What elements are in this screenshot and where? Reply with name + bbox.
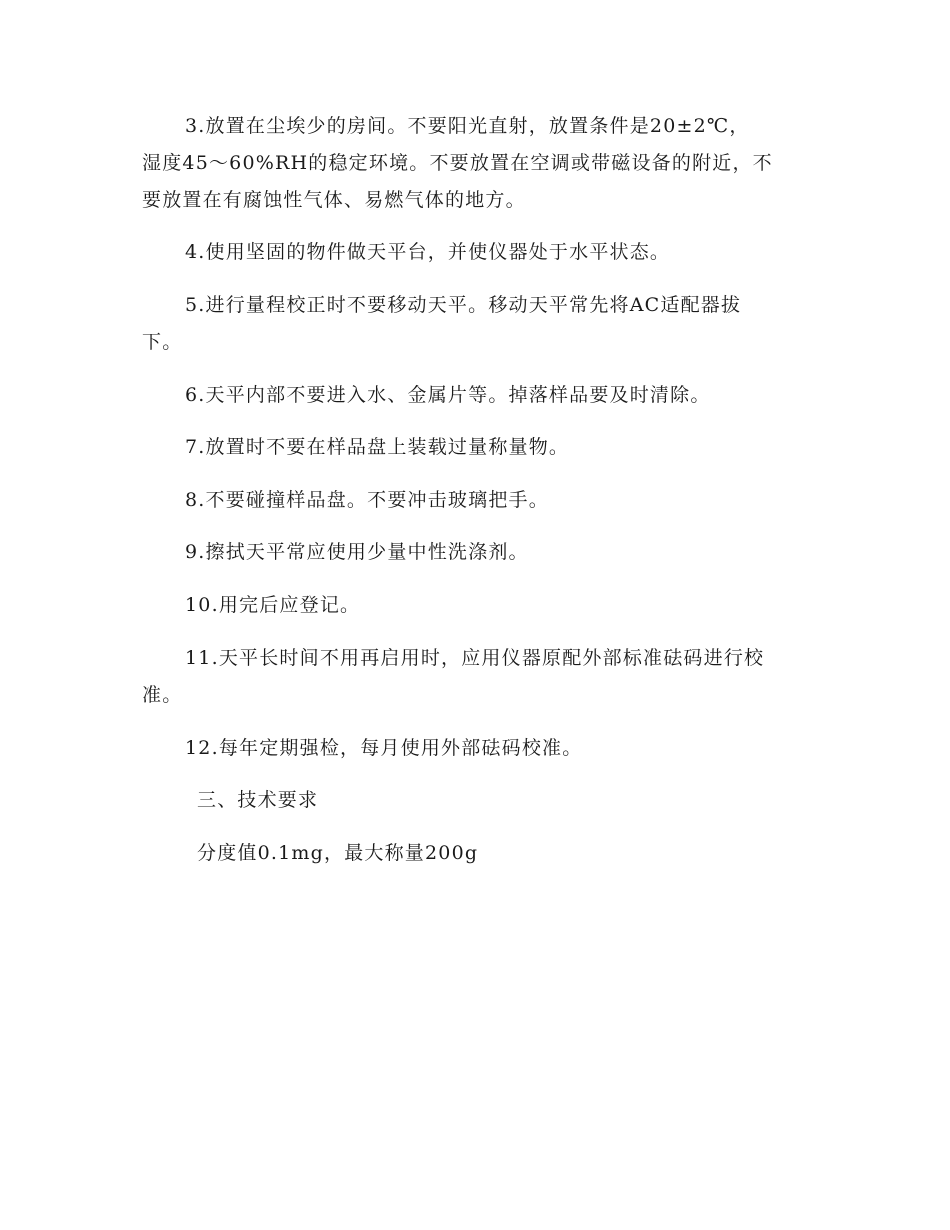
paragraph-line: 要放置在有腐蚀性气体、易燃气体的地方。 — [142, 189, 526, 211]
paragraph-line: 10.用完后应登记。 — [185, 594, 361, 616]
paragraph-line: 下。 — [142, 331, 183, 353]
paragraph-line: 9.擦拭天平常应使用少量中性洗涤剂。 — [185, 541, 529, 563]
paragraph-line: 5.进行量程校正时不要移动天平。移动天平常先将AC适配器拔 — [185, 294, 742, 316]
spec-text: 分度值0.1mg，最大称量200g — [197, 842, 479, 864]
paragraph-line: 3.放置在尘埃少的房间。不要阳光直射，放置条件是20±2℃， — [185, 115, 750, 137]
paragraph-line: 7.放置时不要在样品盘上装载过量称量物。 — [185, 436, 570, 458]
section-heading: 三、技术要求 — [197, 789, 319, 811]
paragraph-line: 12.每年定期强检，每月使用外部砝码校准。 — [185, 737, 583, 759]
paragraph-line: 4.使用坚固的物件做天平台，并使仪器处于水平状态。 — [185, 241, 671, 263]
paragraph-line: 湿度45～60%RH的稳定环境。不要放置在空调或带磁设备的附近，不 — [142, 152, 773, 174]
paragraph-line: 8.不要碰撞样品盘。不要冲击玻璃把手。 — [185, 489, 549, 511]
paragraph-line: 6.天平内部不要进入水、金属片等。掉落样品要及时清除。 — [185, 384, 711, 406]
paragraph-line: 11.天平长时间不用再启用时，应用仪器原配外部标准砝码进行校 — [185, 647, 765, 669]
paragraph-line: 准。 — [142, 684, 183, 706]
